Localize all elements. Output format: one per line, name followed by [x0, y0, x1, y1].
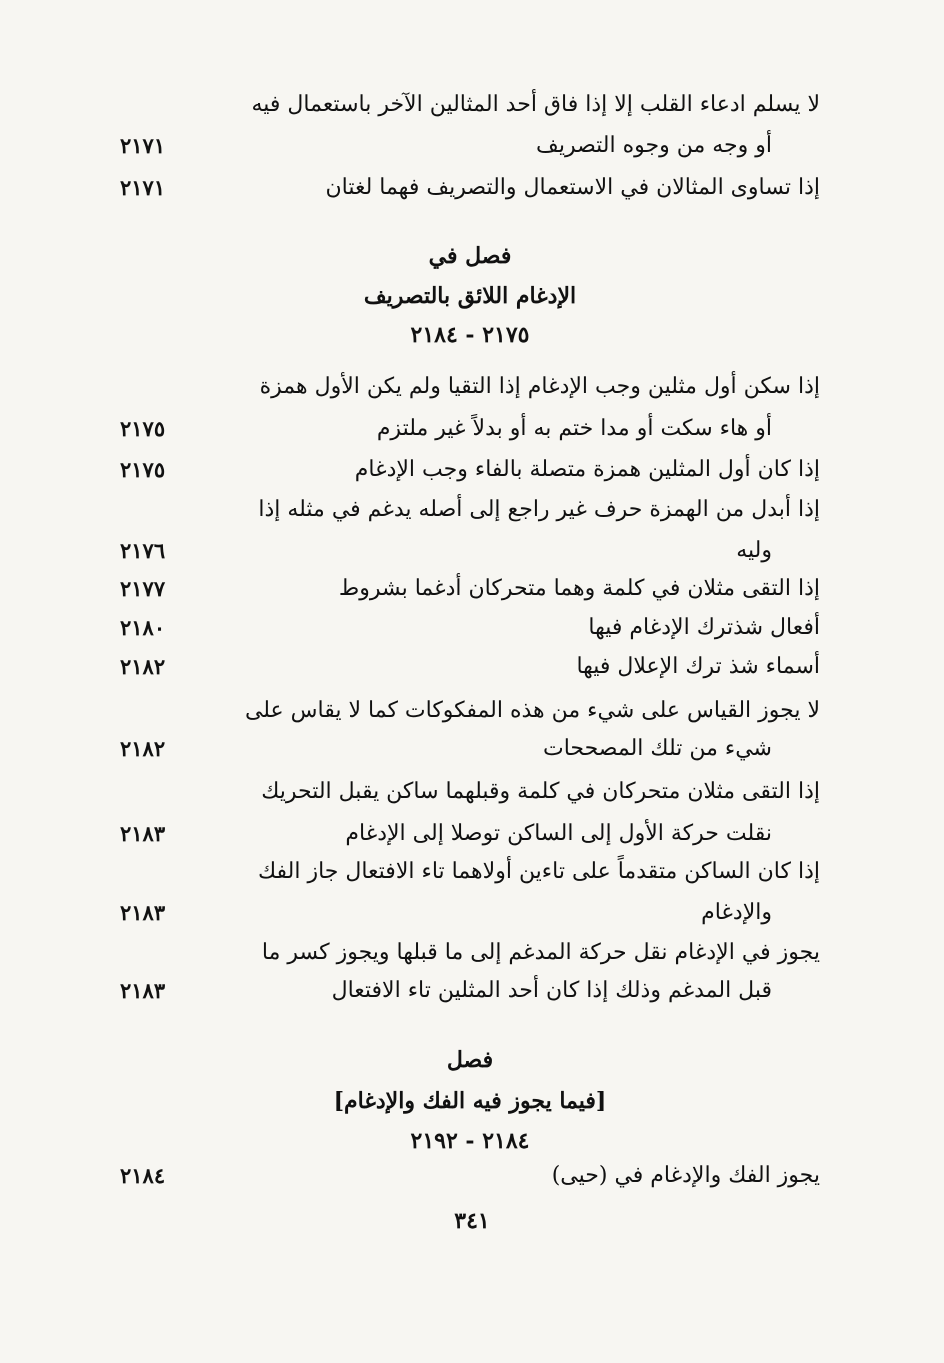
section-title: الإدغام اللائق بالتصريف: [363, 283, 577, 309]
section-range: ٢١٨٤ - ٢١٩٢: [410, 1128, 530, 1154]
entry-text: إذا سكن أول مثلين وجب الإدغام إذا التقيا ولم يكن الأول همزة: [259, 374, 820, 399]
index-entry: [120, 410, 820, 448]
entry-text: إذا التقى مثلان متحركان في كلمة وقبلهما ساكن يقبل التحريك: [261, 779, 820, 804]
entry-text: لا يجوز القياس على شيء من هذه المفكوكات كما لا يقاس على: [244, 698, 820, 723]
entry-text: إذا أبدل من الهمزة حرف غير راجع إلى أصله يدغم في مثله إذا: [258, 497, 820, 522]
entry-number: ٢١٨٤: [120, 1163, 166, 1188]
entry-number: ٢١٨٣: [120, 821, 166, 846]
entry-number: ٢١٨٢: [120, 654, 166, 679]
entry-text: والإدغام: [701, 900, 772, 925]
entry-number: ٢١٧٦: [120, 538, 166, 563]
section-title: [فيما يجوز فيه الفك والإدغام]: [333, 1088, 607, 1114]
index-entry: [120, 86, 820, 124]
index-entry: [120, 169, 820, 207]
index-entry: [120, 368, 820, 406]
entry-number: ٢١٧١: [120, 133, 166, 158]
entry-text: لا يسلم ادعاء القلب إلا إذا فاق أحد المثالين الآخر باستعمال فيه: [251, 92, 820, 117]
section-heading: فصل: [446, 1047, 494, 1073]
entry-text: إذا تساوى المثالان في الاستعمال والتصريف فهما لغتان: [325, 175, 820, 200]
index-entry: [120, 648, 820, 686]
section-range: ٢١٧٥ - ٢١٨٤: [410, 322, 530, 348]
index-entry: [120, 1157, 820, 1195]
entry-number: ٢١٧٧: [120, 576, 166, 601]
index-entry: [120, 815, 820, 853]
index-entry: [120, 730, 820, 768]
entry-text: قبل المدغم وذلك إذا كان أحد المثلين تاء الافتعال: [331, 978, 772, 1003]
entry-text: إذا كان أول المثلين همزة متصلة بالفاء وجب الإدغام: [354, 457, 820, 482]
entry-number: ٢١٨٣: [120, 978, 166, 1003]
entry-text: أسماء شذ ترك الإعلال فيها: [576, 654, 820, 679]
entry-number: ٢١٧٥: [120, 457, 166, 482]
entry-text: يجوز الفك والإدغام في (حيى): [551, 1163, 820, 1188]
section-heading: فصل في: [428, 243, 512, 269]
index-entry: [120, 570, 820, 608]
index-entry: [120, 773, 820, 811]
index-entry: [120, 609, 820, 647]
entry-text: إذا كان الساكن متقدماً على تاءين أولاهما تاء الافتعال جاز الفك: [257, 859, 820, 884]
entry-number: ٢١٨٠: [120, 615, 166, 640]
index-entry: [120, 451, 820, 489]
entry-text: يجوز في الإدغام نقل حركة المدغم إلى ما قبلها ويجوز كسر ما: [261, 940, 820, 965]
entry-text: إذا التقى مثلان في كلمة وهما متحركان أدغما بشروط: [338, 576, 820, 601]
entry-text: وليه: [736, 538, 772, 563]
index-entry: [120, 934, 820, 972]
index-entry: [120, 972, 820, 1010]
index-entry: [120, 491, 820, 529]
entry-number: ٢١٨٣: [120, 900, 166, 925]
entry-text: أفعال شذترك الإدغام فيها: [588, 615, 820, 640]
entry-text: أو هاء سكت أو مدا ختم به أو بدلاً غير ملتزم: [376, 416, 772, 441]
index-entry: [120, 532, 820, 570]
index-entry: [120, 894, 820, 932]
entry-number: ٢١٧٥: [120, 416, 166, 441]
entry-number: ٢١٨٢: [120, 736, 166, 761]
entry-number: ٢١٧١: [120, 175, 166, 200]
index-entry: [120, 692, 820, 730]
entry-text: نقلت حركة الأول إلى الساكن توصلا إلى الإدغام: [345, 821, 772, 846]
page-number: ٣٤١: [454, 1208, 490, 1234]
entry-text: أو وجه من وجوه التصريف: [536, 133, 772, 158]
index-entry: [120, 853, 820, 891]
entry-text: شيء من تلك المصححات: [542, 736, 772, 761]
index-entry: [120, 127, 820, 165]
